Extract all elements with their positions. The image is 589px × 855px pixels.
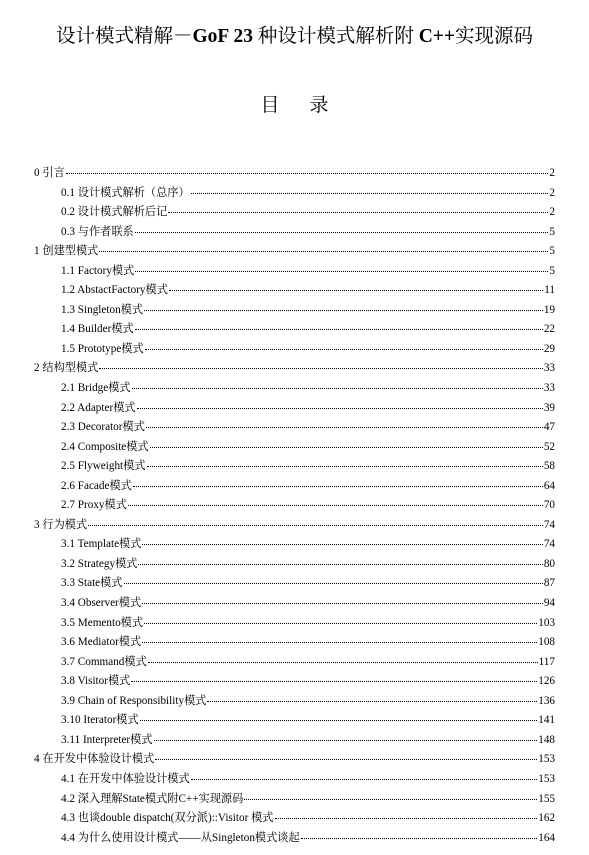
toc-entry-title: 3.6 Mediator模式 [61, 636, 142, 649]
toc-entry-title: 3.4 Observer模式 [61, 597, 142, 610]
title-part: C++ [418, 26, 456, 47]
dot-leader [135, 271, 548, 272]
toc-heading: 目录 [260, 95, 359, 116]
toc-entry[interactable] [34, 809, 555, 829]
dot-leader [135, 329, 543, 330]
toc-entry[interactable] [34, 829, 555, 849]
toc-entry-page: 33 [543, 362, 555, 375]
toc-entry[interactable] [34, 555, 555, 575]
toc-entry-page: 47 [543, 421, 555, 434]
table-of-contents [34, 164, 555, 848]
dot-leader [191, 779, 538, 780]
toc-entry-title: 0.1 设计模式解析（总序） [61, 186, 190, 199]
dot-leader [142, 642, 537, 643]
toc-entry-page: 74 [543, 518, 555, 531]
toc-entry[interactable] [34, 359, 555, 379]
toc-entry[interactable] [34, 790, 555, 810]
toc-entry[interactable] [34, 770, 555, 790]
dot-leader [150, 447, 543, 448]
title-part: 设计模式精解－ [55, 26, 193, 47]
toc-entry-page: 11 [544, 284, 555, 297]
title-part: 种设计模式解析附 [252, 26, 419, 47]
toc-entry[interactable] [34, 242, 555, 262]
toc-entry-page: 153 [538, 772, 555, 785]
toc-entry-page: 70 [543, 499, 555, 512]
dot-leader [132, 388, 543, 389]
toc-entry[interactable] [34, 301, 555, 321]
toc-entry-title: 4.4 为什么使用设计模式——从Singleton模式谈起 [61, 831, 300, 844]
toc-entry-title: 2.5 Flyweight模式 [61, 460, 146, 473]
dot-leader [168, 212, 548, 213]
dot-leader [140, 720, 538, 721]
toc-entry-page: 153 [538, 753, 555, 766]
toc-entry[interactable] [34, 281, 555, 301]
toc-entry-title: 3.8 Visitor模式 [61, 675, 131, 688]
toc-entry-title: 0.2 设计模式解析后记 [61, 206, 168, 219]
toc-entry-page: 2 [549, 167, 555, 179]
toc-entry-title: 3.7 Command模式 [61, 655, 147, 668]
toc-entry-title: 3.10 Iterator模式 [61, 714, 139, 727]
toc-entry[interactable] [34, 223, 555, 243]
toc-entry-title: 4.3 也谈double dispatch(双分派)::Visitor 模式 [61, 812, 274, 825]
toc-entry-title: 3.5 Memento模式 [61, 616, 144, 629]
toc-entry-page: 126 [538, 675, 555, 688]
dot-leader [145, 349, 543, 350]
title-part: 实现源码 [455, 26, 534, 47]
dot-leader [144, 310, 543, 311]
toc-entry-title: 2.1 Bridge模式 [61, 382, 131, 395]
toc-entry-title: 0.3 与作者联系 [61, 225, 134, 238]
toc-entry-page: 33 [543, 382, 555, 395]
toc-entry[interactable] [34, 692, 555, 712]
dot-leader [99, 251, 548, 252]
toc-entry-title: 3.1 Template模式 [61, 538, 142, 551]
toc-entry[interactable] [34, 379, 555, 399]
dot-leader [142, 603, 543, 604]
toc-entry-page: 29 [543, 342, 555, 355]
dot-leader [137, 408, 543, 409]
toc-entry-page: 52 [543, 440, 555, 453]
dot-leader [169, 290, 543, 291]
toc-entry-page: 5 [549, 264, 555, 277]
toc-entry-page: 117 [538, 655, 555, 668]
dot-leader [207, 701, 537, 702]
toc-entry[interactable] [34, 438, 555, 458]
toc-entry[interactable] [34, 535, 555, 555]
toc-entry[interactable] [34, 399, 555, 419]
dot-leader [128, 505, 543, 506]
toc-entry-page: 94 [543, 597, 555, 610]
toc-entry-title: 0 引言 [34, 167, 65, 179]
dot-leader [99, 368, 542, 369]
toc-entry-page: 2 [549, 206, 555, 219]
dot-leader [138, 564, 542, 565]
toc-entry-page: 2 [549, 186, 555, 199]
toc-entry-title: 3 行为模式 [34, 518, 88, 531]
dot-leader [148, 662, 538, 663]
toc-entry[interactable] [34, 574, 555, 594]
toc-entry-page: 80 [543, 557, 555, 570]
toc-entry[interactable] [34, 496, 555, 516]
toc-entry[interactable] [34, 711, 555, 731]
dot-leader [124, 583, 543, 584]
toc-entry-title: 1.4 Builder模式 [61, 323, 134, 336]
dot-leader [88, 525, 543, 526]
toc-entry-title: 1.5 Prototype模式 [61, 342, 144, 355]
dot-leader [142, 544, 542, 545]
toc-entry-title: 2.2 Adapter模式 [61, 401, 136, 414]
toc-entry-title: 1.3 Singleton模式 [61, 303, 144, 316]
toc-entry-page: 39 [543, 401, 555, 414]
toc-entry-title: 1.2 AbstactFactory模式 [61, 284, 168, 297]
toc-entry-page: 5 [549, 225, 555, 238]
toc-entry[interactable] [34, 672, 555, 692]
toc-entry-page: 103 [538, 616, 555, 629]
toc-entry-page: 162 [538, 812, 555, 825]
toc-entry-title: 3.9 Chain of Responsibility模式 [61, 694, 207, 707]
toc-entry-page: 58 [543, 460, 555, 473]
dot-leader [131, 681, 537, 682]
dot-leader [191, 193, 549, 194]
toc-entry-title: 4 在开发中体验设计模式 [34, 753, 155, 766]
toc-entry[interactable] [34, 320, 555, 340]
toc-entry-page: 148 [538, 733, 555, 746]
toc-entry-page: 19 [543, 303, 555, 316]
toc-entry-page: 64 [543, 479, 555, 492]
toc-entry-title: 3.11 Interpreter模式 [61, 733, 153, 746]
toc-entry-title: 3.3 State模式 [61, 577, 123, 590]
document-title [0, 20, 589, 48]
dot-leader [275, 818, 538, 819]
toc-entry-title: 2.7 Proxy模式 [61, 499, 127, 512]
toc-entry[interactable] [34, 457, 555, 477]
toc-entry-page: 164 [538, 831, 555, 844]
toc-entry-title: 1.1 Factory模式 [61, 264, 135, 277]
dot-leader [301, 838, 538, 839]
dot-leader [147, 466, 543, 467]
toc-entry-title: 2.6 Facade模式 [61, 479, 132, 492]
toc-entry-page: 155 [538, 792, 555, 805]
dot-leader [144, 623, 537, 624]
dot-leader [66, 173, 549, 174]
toc-entry-page: 141 [538, 714, 555, 727]
toc-entry-page: 136 [538, 694, 555, 707]
toc-entry-title: 2 结构型模式 [34, 362, 99, 375]
toc-entry-title: 2.3 Decorator模式 [61, 421, 145, 434]
dot-leader [133, 486, 543, 487]
toc-entry-title: 2.4 Composite模式 [61, 440, 149, 453]
toc-entry-title: 3.2 Strategy模式 [61, 557, 138, 570]
toc-entry-page: 108 [538, 636, 555, 649]
toc-entry[interactable] [34, 418, 555, 438]
toc-entry[interactable] [34, 614, 555, 634]
toc-entry-title: 1 创建型模式 [34, 245, 99, 258]
toc-entry[interactable] [34, 477, 555, 497]
toc-entry[interactable] [34, 184, 555, 204]
toc-entry[interactable] [34, 262, 555, 282]
toc-entry-title: 4.1 在开发中体验设计模式 [61, 772, 190, 785]
toc-entry[interactable] [34, 653, 555, 673]
toc-entry-page: 22 [543, 323, 555, 336]
dot-leader [244, 799, 537, 800]
toc-entry-page: 74 [543, 538, 555, 551]
dot-leader [155, 759, 537, 760]
toc-entry[interactable] [34, 750, 555, 770]
toc-entry[interactable] [34, 516, 555, 536]
toc-entry-page: 5 [549, 245, 555, 258]
title-part: GoF 23 [192, 26, 253, 47]
toc-entry[interactable] [34, 340, 555, 360]
toc-entry[interactable] [34, 633, 555, 653]
toc-entry-page: 87 [543, 577, 555, 590]
dot-leader [146, 427, 543, 428]
toc-entry[interactable] [34, 164, 555, 184]
toc-entry[interactable] [34, 731, 555, 751]
dot-leader [154, 740, 538, 741]
dot-leader [135, 232, 549, 233]
toc-entry[interactable] [34, 203, 555, 223]
toc-entry-title: 4.2 深入理解State模式附C++实现源码 [61, 792, 244, 805]
toc-entry[interactable] [34, 594, 555, 614]
